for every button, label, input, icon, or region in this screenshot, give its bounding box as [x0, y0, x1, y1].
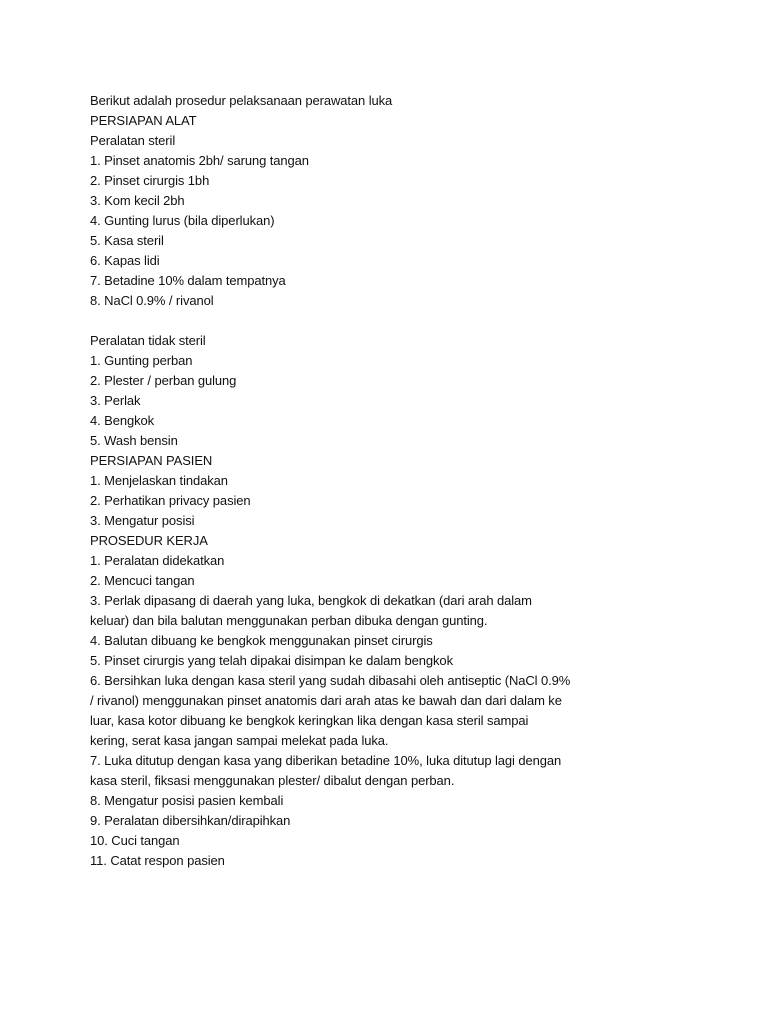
list-item: 5. Kasa steril [90, 233, 164, 248]
list-item: 2. Pinset cirurgis 1bh [90, 173, 210, 188]
list-item: 7. Betadine 10% dalam tempatnya [90, 273, 286, 288]
list-peralatan-tidak-steril [90, 351, 730, 451]
list-item: 10. Cuci tangan [90, 833, 180, 848]
list-item: 2. Plester / perban gulung [90, 373, 237, 388]
list-item: 6. Bersihkan luka dengan kasa steril yang sudah dibasahi oleh antiseptic (NaCl 0.9% [90, 673, 571, 688]
list-item: 2. Mencuci tangan [90, 573, 195, 588]
intro-text: Berikut adalah prosedur pelaksanaan perawatan luka [90, 93, 393, 108]
list-prosedur-kerja [90, 551, 730, 871]
list-item: 3. Perlak [90, 393, 141, 408]
list-item: 6. Kapas lidi [90, 253, 160, 268]
list-item: 1. Pinset anatomis 2bh/ sarung tangan [90, 153, 309, 168]
list-item: 1. Gunting perban [90, 353, 193, 368]
list-peralatan-steril [90, 151, 730, 311]
list-item: 1. Peralatan didekatkan [90, 553, 225, 568]
subheading-peralatan-tidak-steril: Peralatan tidak steril [90, 333, 206, 348]
document-body [90, 91, 730, 871]
list-item: keluar) dan bila balutan menggunakan perban dibuka dengan gunting. [90, 613, 488, 628]
list-item: 4. Bengkok [90, 413, 155, 428]
section-heading-persiapan-alat: PERSIAPAN ALAT [90, 113, 197, 128]
list-item: 2. Perhatikan privacy pasien [90, 493, 251, 508]
list-item: / rivanol) menggunakan pinset anatomis dari arah atas ke bawah dan dari dalam ke [90, 693, 562, 708]
list-item: 9. Peralatan dibersihkan/dirapihkan [90, 813, 291, 828]
list-item: 3. Mengatur posisi [90, 513, 195, 528]
list-item: kasa steril, fiksasi menggunakan plester/ dibalut dengan perban. [90, 773, 455, 788]
list-item: 4. Balutan dibuang ke bengkok menggunakan pinset cirurgis [90, 633, 433, 648]
list-item: 7. Luka ditutup dengan kasa yang diberikan betadine 10%, luka ditutup lagi dengan [90, 753, 562, 768]
list-item: 3. Perlak dipasang di daerah yang luka, bengkok di dekatkan (dari arah dalam [90, 593, 532, 608]
blank-line [90, 311, 730, 331]
section-heading-prosedur-kerja: PROSEDUR KERJA [90, 533, 208, 548]
list-item: 5. Pinset cirurgis yang telah dipakai disimpan ke dalam bengkok [90, 653, 453, 668]
list-item: 11. Catat respon pasien [90, 853, 225, 868]
list-item: kering, serat kasa jangan sampai melekat pada luka. [90, 733, 389, 748]
list-item: 3. Kom kecil 2bh [90, 193, 185, 208]
list-item: 1. Menjelaskan tindakan [90, 473, 228, 488]
list-item: luar, kasa kotor dibuang ke bengkok keringkan lika dengan kasa steril sampai [90, 713, 529, 728]
list-item: 5. Wash bensin [90, 433, 178, 448]
list-persiapan-pasien [90, 471, 730, 531]
section-heading-persiapan-pasien: PERSIAPAN PASIEN [90, 453, 213, 468]
subheading-peralatan-steril: Peralatan steril [90, 133, 176, 148]
list-item: 8. Mengatur posisi pasien kembali [90, 793, 284, 808]
list-item: 8. NaCl 0.9% / rivanol [90, 293, 214, 308]
list-item: 4. Gunting lurus (bila diperlukan) [90, 213, 275, 228]
